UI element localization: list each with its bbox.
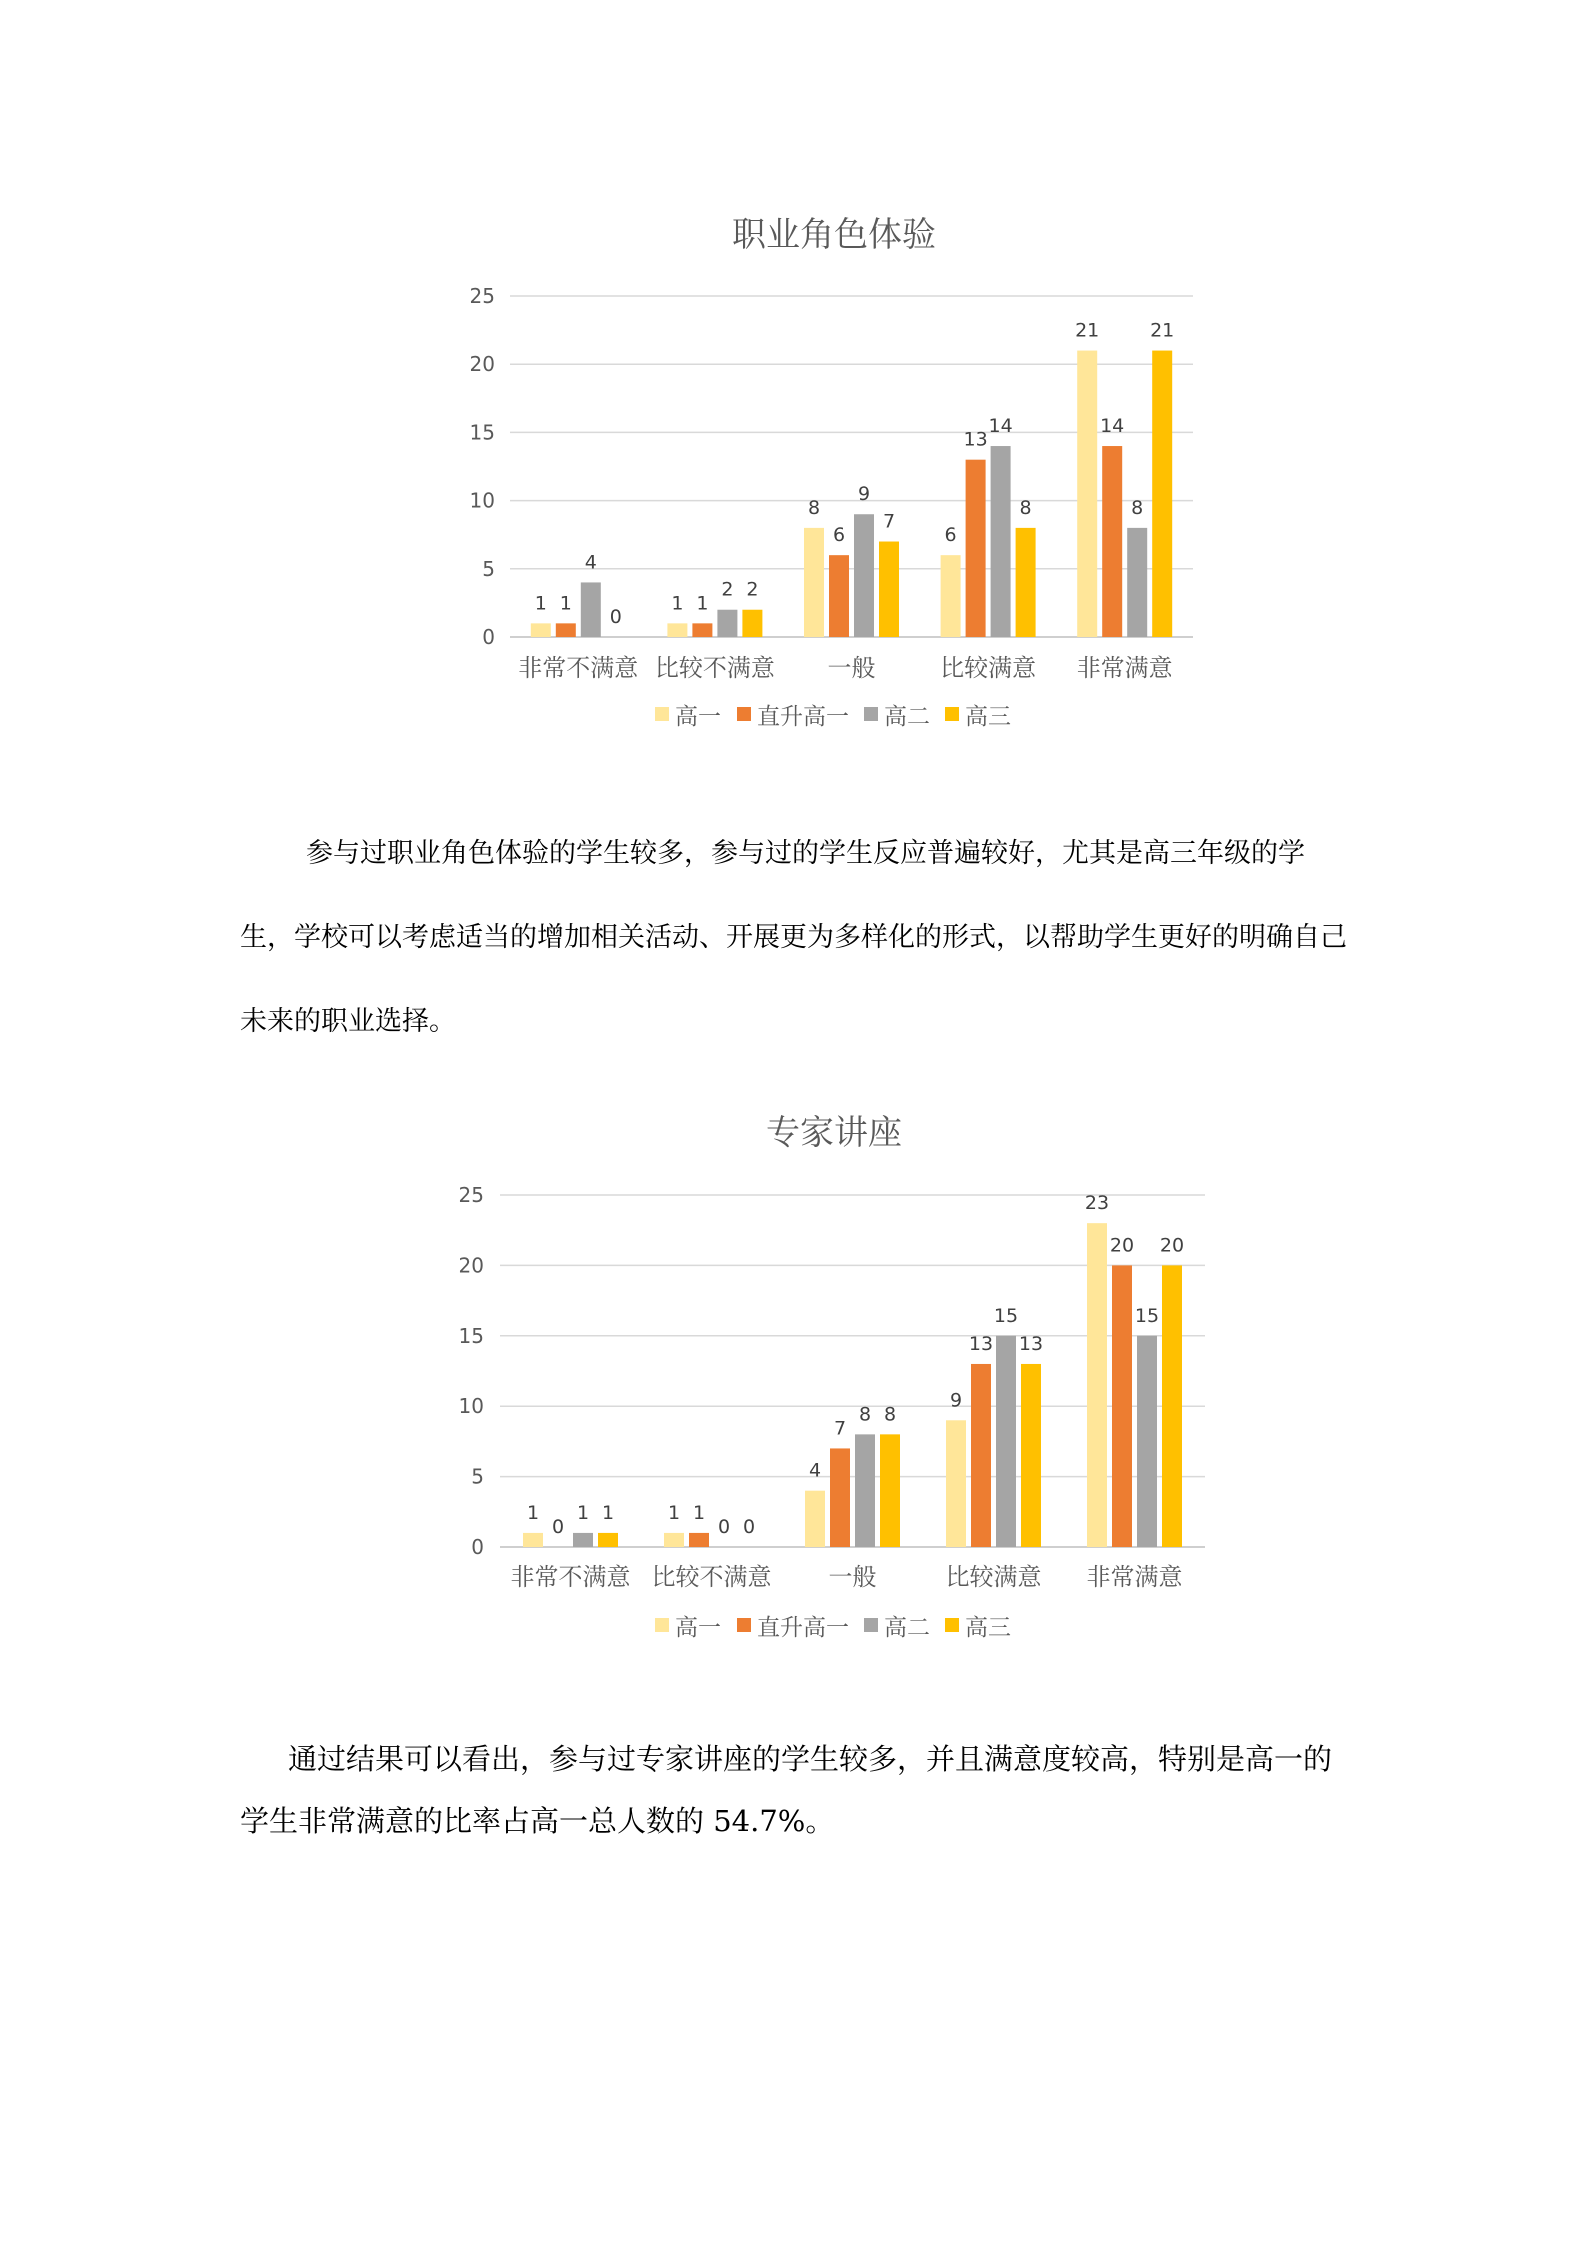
- y-tick-label: 0: [482, 625, 495, 649]
- y-tick-label: 10: [469, 488, 495, 513]
- data-label: 7: [833, 1417, 847, 1440]
- x-category-label: 非常满意: [1076, 654, 1173, 682]
- data-label: 15: [993, 1304, 1019, 1327]
- data-label: 8: [883, 1403, 897, 1426]
- bar-1: [805, 1491, 825, 1547]
- data-label: 8: [1019, 496, 1032, 519]
- bar-3: [573, 1533, 593, 1547]
- y-tick-label: 20: [458, 1253, 484, 1278]
- x-category-label: 非常满意: [1086, 1563, 1183, 1591]
- chart-title: 专家讲座: [766, 1113, 902, 1153]
- analysis-paragraph-2: 通过结果可以看出，参与过专家讲座的学生较多，并且满意度较高，特别是高一的学生非常满意的比率占高一总人数的 54.7%。: [240, 1742, 1333, 1838]
- y-tick-label: 25: [458, 1183, 484, 1207]
- analysis-paragraph-1: 参与过职业角色体验的学生较多，参与过的学生反应普遍较好，尤其是高三年级的学生，学校可以考虑适当的增加相关活动、开展更为多样化的形式，以帮助学生更好的明确自己未来的职业选择。: [240, 838, 1347, 1037]
- data-label: 23: [1084, 1192, 1110, 1215]
- data-label: 15: [1134, 1304, 1160, 1327]
- bar-2: [830, 1448, 850, 1547]
- y-tick-label: 10: [458, 1394, 484, 1419]
- data-label: 0: [742, 1516, 756, 1538]
- bar-2: [1112, 1265, 1132, 1547]
- legend-label: 高一: [675, 704, 721, 730]
- bar-3: [996, 1336, 1016, 1547]
- legend-label: 高一: [675, 1615, 721, 1641]
- data-label: 1: [667, 1501, 681, 1524]
- data-label: 9: [949, 1389, 963, 1412]
- x-category-label: 非常不满意: [518, 654, 639, 682]
- data-label: 21: [1075, 319, 1100, 342]
- data-label: 1: [534, 592, 547, 615]
- bar-3: [1137, 1336, 1157, 1547]
- legend-label: 高二: [884, 1615, 930, 1641]
- data-label: 1: [601, 1501, 615, 1524]
- data-label: 21: [1150, 319, 1175, 342]
- data-label: 1: [559, 592, 572, 615]
- legend-swatch: [945, 1618, 959, 1632]
- bar-4: [1021, 1364, 1041, 1547]
- data-label: 8: [858, 1403, 872, 1426]
- bar-4: [598, 1533, 618, 1547]
- data-label: 2: [746, 578, 759, 601]
- data-label: 4: [808, 1459, 822, 1482]
- data-label: 1: [526, 1501, 540, 1524]
- legend-label: 直升高一: [757, 1615, 849, 1641]
- y-tick-label: 15: [469, 420, 495, 445]
- x-category-label: 比较不满意: [651, 1563, 772, 1591]
- data-label: 1: [671, 592, 684, 615]
- chart-plot-area: [459, 1183, 1205, 1641]
- data-label: 0: [717, 1516, 731, 1538]
- bar-4: [880, 1434, 900, 1547]
- legend-label: 高三: [965, 704, 1011, 730]
- x-category-label: 比较满意: [940, 654, 1037, 682]
- bar-3: [855, 1434, 875, 1547]
- bar-4: [1162, 1265, 1182, 1547]
- data-label: 14: [1100, 415, 1125, 438]
- data-label: 7: [882, 510, 896, 533]
- bar-1: [946, 1420, 966, 1547]
- data-label: 8: [807, 496, 821, 519]
- data-label: 4: [584, 551, 597, 574]
- data-label: 8: [1131, 496, 1144, 519]
- data-label: 6: [944, 524, 957, 547]
- x-category-label: 一般: [827, 654, 876, 682]
- data-label: 1: [692, 1501, 706, 1524]
- data-label: 13: [963, 428, 988, 451]
- legend-label: 直升高一: [757, 704, 849, 730]
- legend-swatch: [864, 1618, 878, 1632]
- y-tick-label: 5: [471, 1464, 484, 1489]
- legend-swatch: [737, 1618, 751, 1632]
- legend-swatch: [655, 1618, 669, 1632]
- x-category-label: 比较满意: [945, 1563, 1042, 1591]
- data-label: 20: [1159, 1234, 1185, 1257]
- data-label: 6: [832, 524, 846, 547]
- x-category-label: 非常不满意: [510, 1563, 631, 1591]
- chart-title: 职业角色体验: [732, 215, 936, 255]
- x-category-label: 一般: [828, 1563, 877, 1591]
- data-label: 1: [696, 592, 709, 615]
- data-label: 20: [1109, 1234, 1135, 1257]
- legend-label: 高二: [884, 704, 930, 730]
- data-label: 2: [721, 578, 734, 601]
- y-tick-label: 15: [458, 1323, 484, 1348]
- data-label: 14: [988, 415, 1013, 438]
- y-tick-label: 20: [469, 352, 495, 377]
- data-label: 9: [857, 483, 871, 506]
- bar-2: [689, 1533, 709, 1547]
- bar-1: [523, 1533, 543, 1547]
- legend-label: 高三: [965, 1615, 1011, 1641]
- y-tick-label: 5: [482, 556, 495, 581]
- data-label: 13: [1018, 1332, 1044, 1355]
- data-label: 0: [609, 606, 622, 628]
- bar-1: [1087, 1223, 1107, 1547]
- data-label: 0: [551, 1516, 565, 1538]
- y-tick-label: 0: [471, 1535, 484, 1559]
- data-label: 13: [968, 1332, 994, 1355]
- y-tick-label: 25: [469, 284, 495, 308]
- bar-1: [664, 1533, 684, 1547]
- bar-2: [971, 1364, 991, 1547]
- data-label: 1: [576, 1501, 590, 1524]
- x-category-label: 比较不满意: [654, 654, 775, 682]
